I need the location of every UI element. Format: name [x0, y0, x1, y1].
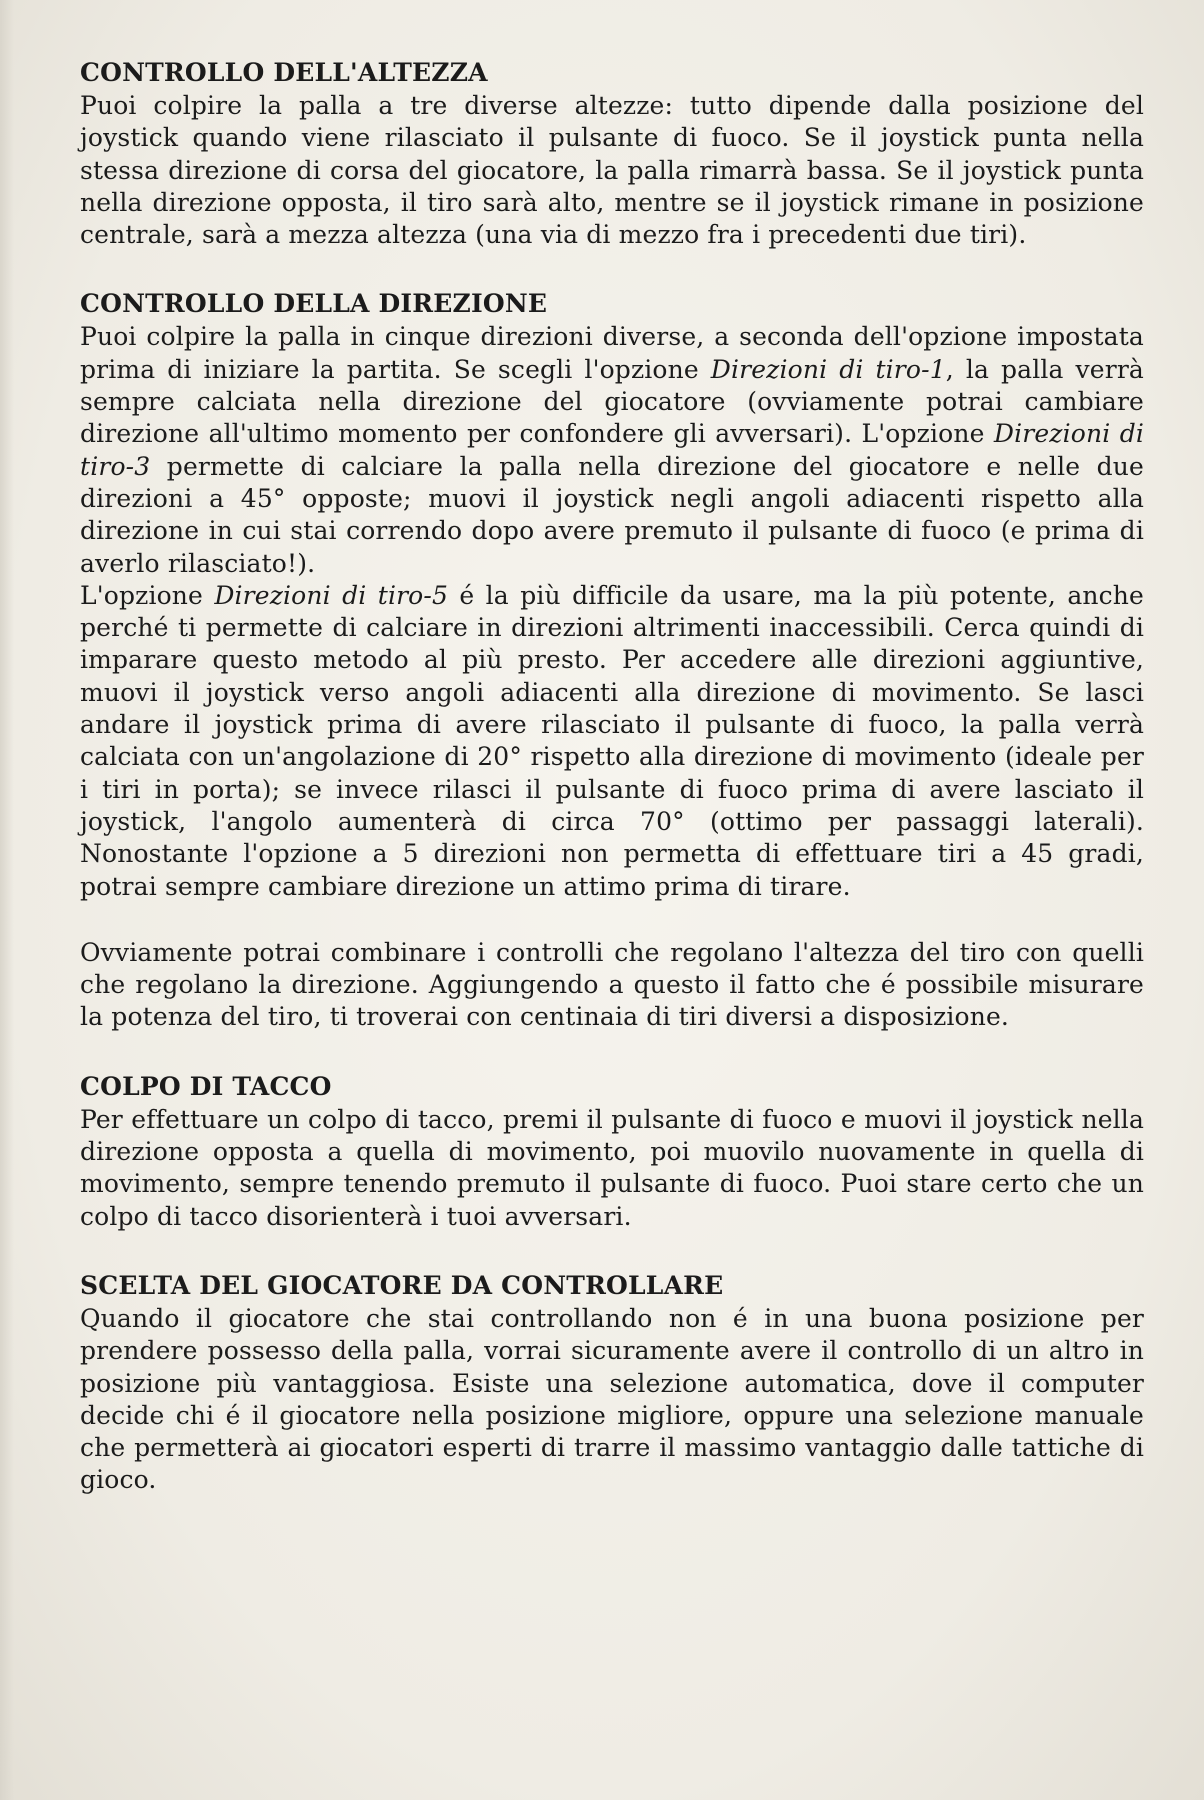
section-controllo-altezza: [80, 56, 1144, 251]
section-heading: SCELTA DEL GIOCATORE DA CONTROLLARE: [80, 1270, 724, 1300]
section-colpo-di-tacco: [80, 1070, 1144, 1233]
section-heading: CONTROLLO DELLA DIREZIONE: [80, 289, 548, 319]
section-controllo-direzione: [80, 287, 1144, 1033]
text-run: L'opzione: [80, 580, 215, 610]
option-name: Direzioni di tiro-3: [80, 419, 1144, 481]
paragraph: Puoi colpire la palla a tre diverse altezze: tutto dipende dalla posizione del joystick quando viene rilasciato il pulsante di fuoco. Se il joystick punta nella stessa direzione di corsa del giocatore, la palla rimarrà bassa. Se il joystick punta nella direzione opposta, il tiro sarà alto, mentre se il joystick rimane in posizione centrale, sarà a mezza altezza (una via di mezzo fra i precedenti due tiri).: [80, 91, 1144, 250]
paragraph: Ovviamente potrai combinare i controlli che regolano l'altezza del tiro con quelli che regolano la direzione. Aggiungendo a questo il fatto che é possibile misurare la potenza del tiro, ti troverai con centinaia di tiri diversi a disposizione.: [80, 937, 1144, 1032]
paragraph: [80, 321, 1144, 579]
text-run: Puoi colpire la palla in cinque direzioni diverse, a seconda dell'opzione impostata prima di iniziare la partita. Se scegli l'opzione: [80, 322, 1144, 384]
paragraph: Quando il giocatore che stai controllando non é in una buona posizione per prendere possesso della palla, vorrai sicuramente avere il controllo di un altro in posizione più vantaggiosa. Esiste una selezione automatica, dove il computer decide chi é il giocatore nella posizione migliore, oppure una selezione manuale che permetterà ai giocatori esperti di trarre il massimo vantaggio dalle tattiche di gioco.: [80, 1303, 1144, 1495]
text-run: permette di calciare la palla nella direzione del giocatore e nelle due direzioni a 45° opposte; muovi il joystick negli angoli adiacenti rispetto alla direzione in cui stai correndo dopo avere premuto il pulsante di fuoco (e prima di averlo rilasciato!).: [80, 451, 1144, 578]
option-name: Direzioni di tiro-5: [214, 580, 449, 610]
section-heading: COLPO DI TACCO: [80, 1071, 332, 1101]
paragraph: Per effettuare un colpo di tacco, premi il pulsante di fuoco e muovi il joystick nella direzione opposta a quella di movimento, poi muovilo nuovamente in quella di movimento, sempre tenendo premuto il pulsante di fuoco. Puoi stare certo che un colpo di tacco disorienterà i tuoi avversari.: [80, 1104, 1144, 1231]
text-run: é la più difficile da usare, ma la più potente, anche perché ti permette di calciare in direzioni altrimenti inaccessibili. Cerca quindi di imparare questo metodo al più presto. Per accedere alle direzioni aggiuntive, muovi il joystick verso angoli adiacenti alla direzione di movimento. Se lasci andare il joystick prima di avere rilasciato il pulsante di fuoco, la palla verrà calciata con un'angolazione di 20° rispetto alla direzione di movimento (ideale per i tiri in porta); se invece rilasci il pulsante di fuoco prima di avere lasciato il joystick, l'angolo aumenterà di circa 70° (ottimo per passaggi laterali). Nonostante l'opzione a 5 direzioni non permetta di effettuare tiri a 45 gradi, potrai sempre cambiare direzione un attimo prima di tirare.: [80, 580, 1144, 901]
text-run: , la palla verrà sempre calciata nella direzione del giocatore (ovviamente potrai cambiare direzione all'ultimo momento per confondere gli avversari). L'opzione: [80, 354, 1144, 449]
section-heading: CONTROLLO DELL'ALTEZZA: [80, 58, 488, 87]
section-scelta-giocatore: [80, 1269, 1144, 1497]
option-name: Direzioni di tiro-1: [710, 354, 946, 384]
paragraph: [80, 580, 1144, 903]
